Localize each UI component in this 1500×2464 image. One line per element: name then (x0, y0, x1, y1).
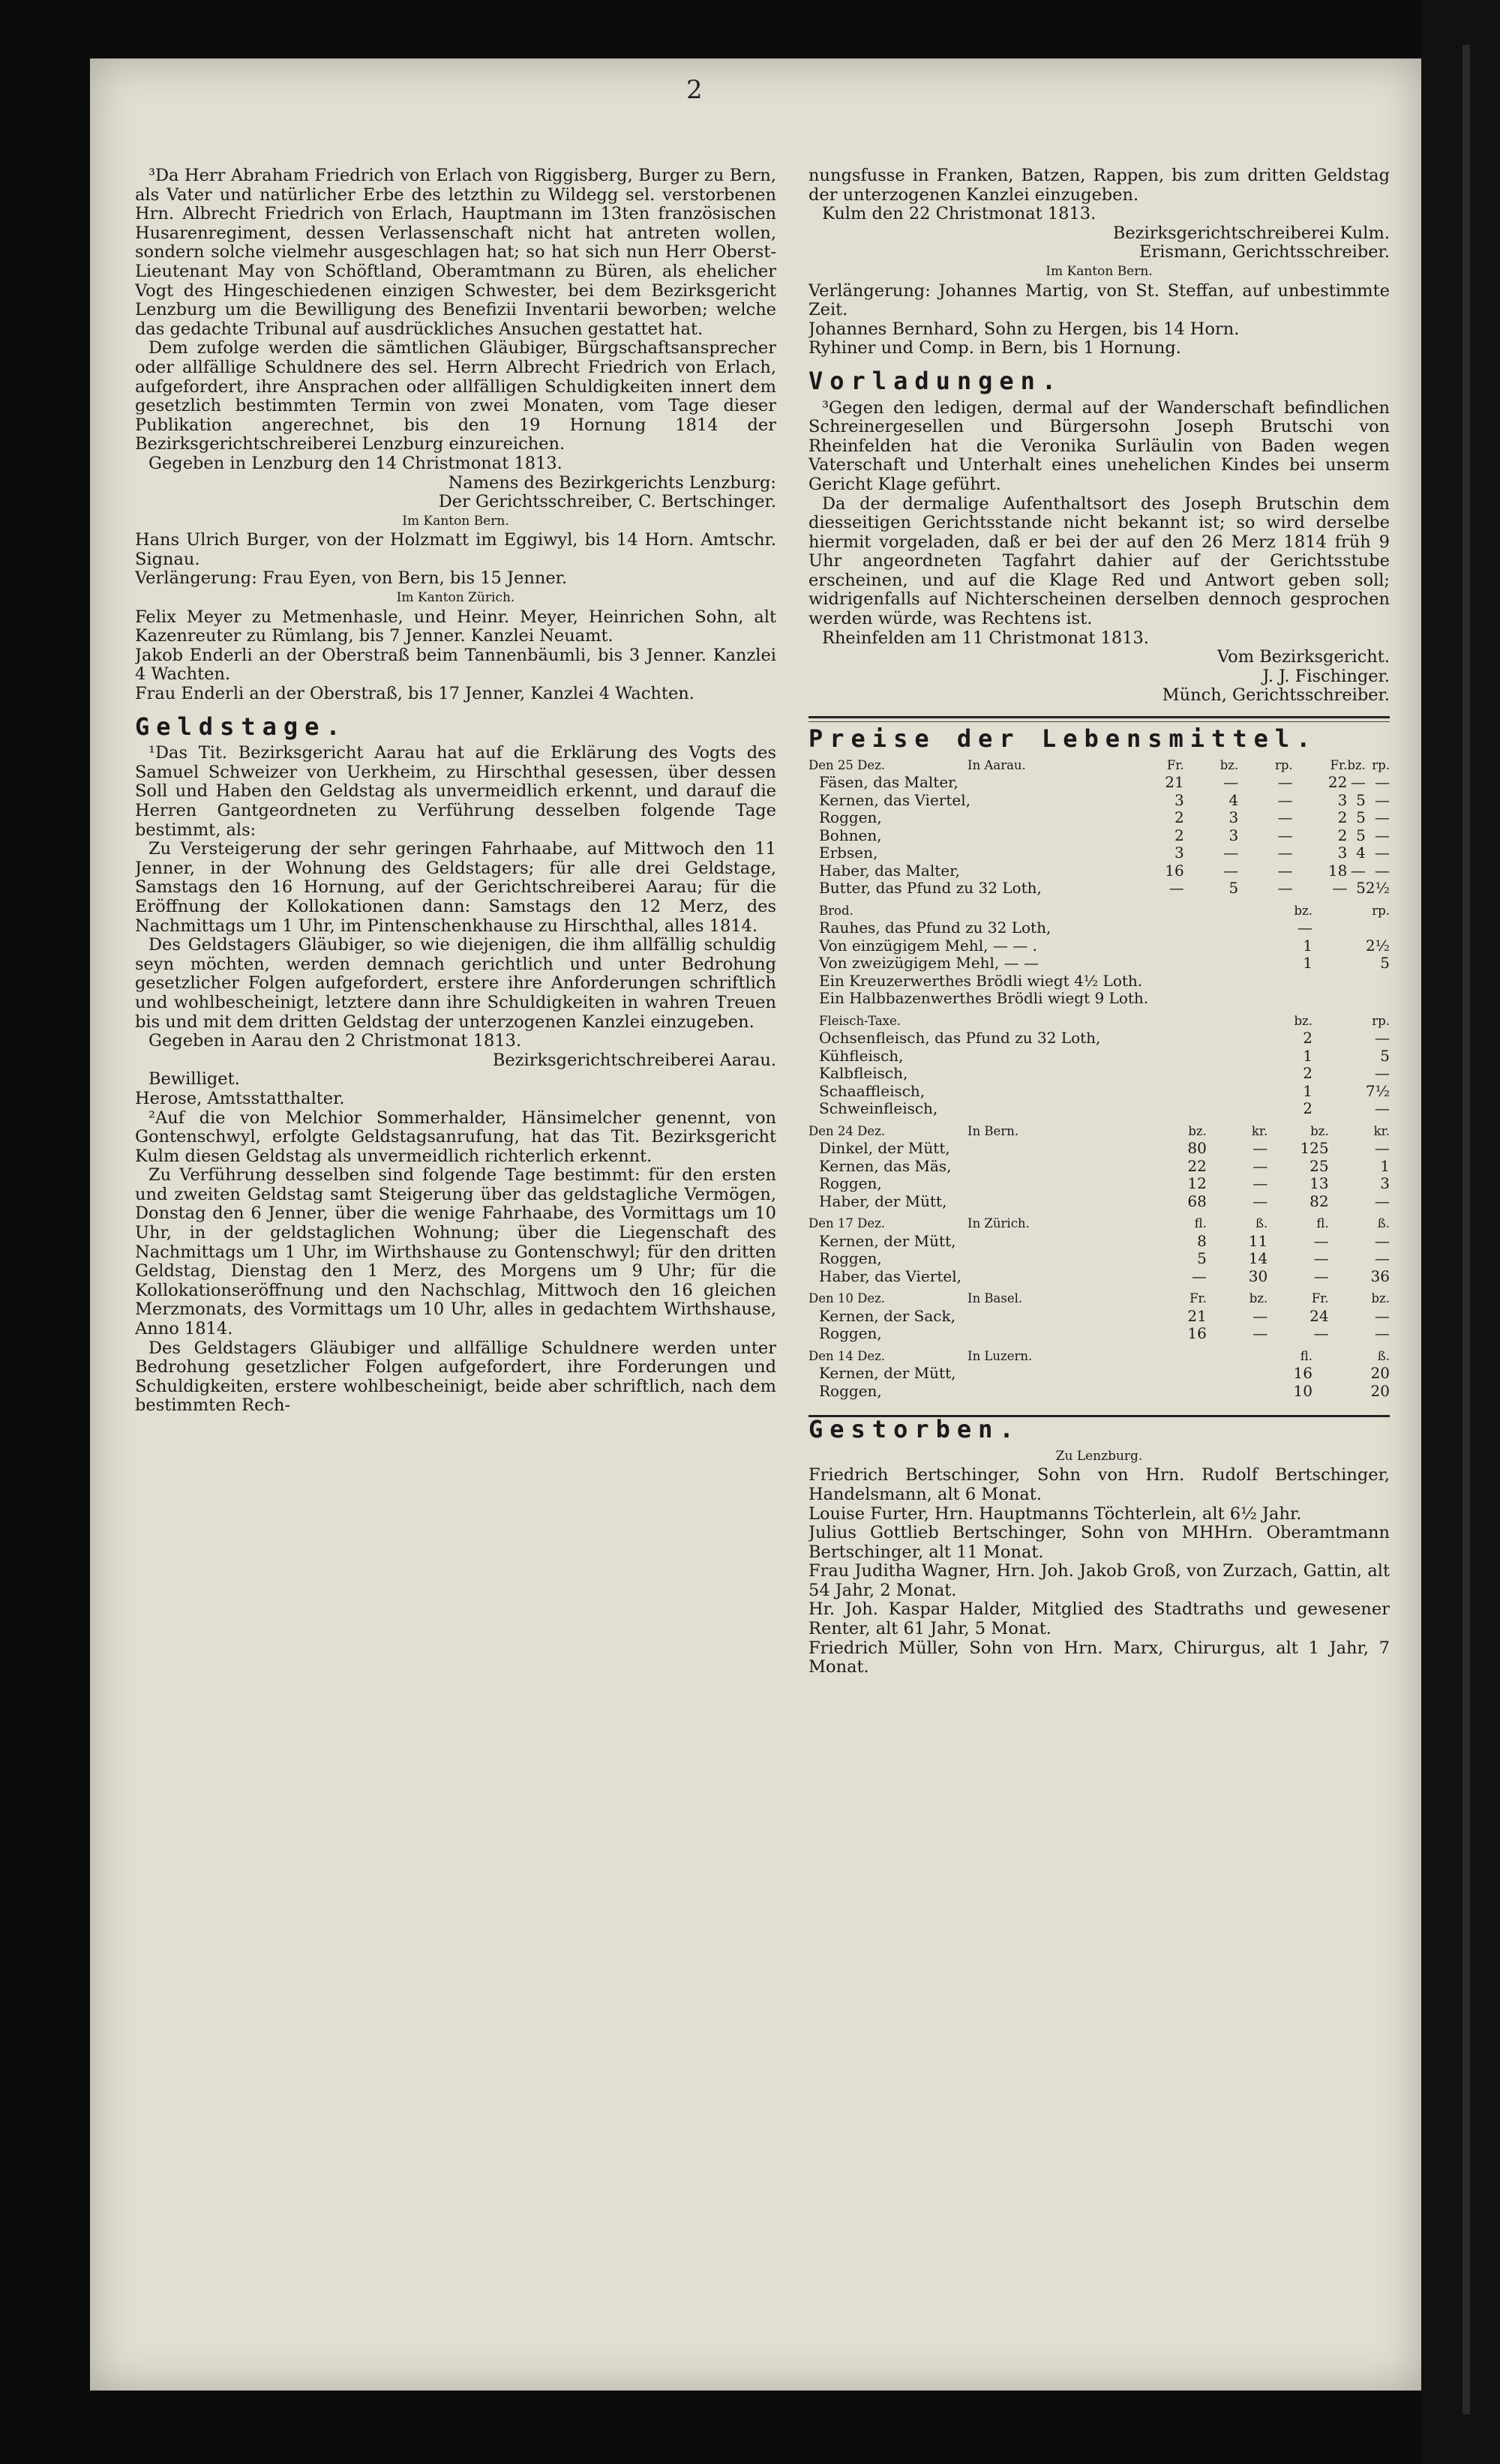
price-value: — (1375, 1249, 1390, 1268)
notice-sommerhalder: ²Auf die von Melchior Sommerhalder, Hänsimelcher genennt, von Gontenschwyl, erfolgte Geldstagsanrufung, hat das Tit. Bezirksgericht Kulm diesen Geldstag als unvermeidlich richterlich erkennt. (135, 1108, 776, 1166)
subheading-zu-lenzburg: Zu Lenzburg. (1055, 1448, 1143, 1464)
notice-sommerhalder-dates: Zu Verführung desselben sind folgende Tage bestimmt: für den ersten und zweiten Geldstag samt Steigerung über das geldstagliche Vermögen, Donstag den 6 Jenner, über die wenige Fahrhaabe, des Vormittags um 10 Uhr, in der geldstaglichen Wohnung; über die Liegenschaft des Nachmittags um 1 Uhr, im Wirthshause zu Gontenschwyl; für den dritten Geldstag, Dienstag den 1 Merz, des Morgens um 9 Uhr; für die Kollokationseröffnung und den Nachschlag, Mittwoch den 16 gleichen Merzmonats, des Vormittags um 10 Uhr, alles in gedachtem Wirthshause, Anno 1814. (135, 1165, 776, 1339)
price-header-date: Den 24 Dez. (808, 1123, 886, 1138)
price-header-unit: fl. (1194, 1216, 1207, 1231)
notice-continuation: nungsfusse in Franken, Batzen, Rappen, bis zum dritten Geldstag der unterzogenen Kanzlei einzugeben. (808, 166, 1390, 205)
price-value: 5 (1380, 1046, 1390, 1065)
section-rule (808, 716, 1390, 718)
price-value: 21 (1187, 1306, 1207, 1325)
price-row (808, 827, 1390, 845)
price-header-place: In Bern. (968, 1123, 1019, 1138)
price-header-date: Den 14 Dez. (808, 1348, 886, 1363)
rheinfelden-date: Rheinfelden am 11 Christmonat 1813. (822, 628, 1149, 648)
right-column (808, 166, 1390, 2131)
price-header-unit: rp. (1372, 757, 1390, 772)
price-item: Roggen, (819, 1249, 882, 1268)
price-item: Kernen, der Sack, (819, 1306, 956, 1325)
price-row (808, 1193, 1390, 1211)
page-number: 2 (686, 75, 703, 105)
price-value: 3 (1228, 808, 1239, 827)
entry-burger: Hans Ulrich Burger, von der Holzmatt im Eggiwyl, bis 14 Horn. Amtschr. Signau. (135, 530, 776, 569)
price-value: 5 (1197, 1249, 1207, 1268)
price-value: 16 (1165, 861, 1184, 880)
price-value: 13 (1310, 1174, 1329, 1193)
price-value: — (1313, 1249, 1329, 1268)
price-value: 4 (1356, 844, 1366, 862)
price-value: — (1375, 773, 1390, 792)
price-value: 21 (1165, 773, 1184, 792)
price-value: — (1297, 919, 1312, 937)
entry-meyer: Felix Meyer zu Metmenhasle, und Heinr. Meyer, Heinrichen Sohn, alt Kazenreuter zu Rümlang, bis 7 Jenner. Kanzlei Neuamt. (135, 607, 776, 646)
price-header-place: In Zürich. (968, 1216, 1030, 1231)
price-value: 2 (1303, 1029, 1312, 1048)
entry-bernhard: Johannes Bernhard, Sohn zu Hergen, bis 14 Horn. (808, 319, 1240, 339)
price-value: — (1375, 1192, 1390, 1210)
price-value: 1 (1303, 954, 1312, 973)
notice-erlach: ³Da Herr Abraham Friedrich von Erlach von Riggisberg, Burger zu Bern, als Vater und natürlicher Erbe des letzthin zu Wildegg sel. verstorbenen Hrn. Albrecht Friedrich von Erlach, Hauptmann im 13ten französischen Husarenregiment, dessen Verlassenschaft nicht hat antreten wollen, sondern solche vielmehr ausgeschlagen hat; so hat sich nun Herr Oberst-Lieutenant May von Schöftland, Oberamtmann zu Büren, als ehelicher Vogt des Hingeschiedenen einzigen Schwester, bei dem Bezirksgericht Lenzburg um die Bewilligung des Benefizii Inventarii beworben; welche das gedachte Tribunal auf ausdrückliches Ansuchen gestattet hat. (135, 166, 776, 339)
price-value: — (1277, 808, 1293, 827)
subheading-kanton-bern-right: Im Kanton Bern. (1046, 263, 1153, 279)
price-item: Kalbfleisch, (819, 1064, 908, 1083)
price-row (808, 1065, 1390, 1083)
price-table-aarau (808, 757, 1390, 898)
price-value: 22 (1328, 773, 1348, 792)
price-value: — (1332, 879, 1348, 898)
death-entry: Louise Furter, Hrn. Hauptmanns Töchterlein, alt 6½ Jahr. (808, 1503, 1302, 1524)
price-header-place: In Luzern. (968, 1348, 1033, 1363)
price-value: — (1375, 1306, 1390, 1325)
price-header-unit: kr. (1251, 1123, 1268, 1138)
price-header-label: Brod. (819, 903, 854, 918)
price-spacer (808, 1400, 1390, 1404)
price-value: 5 (1356, 790, 1366, 809)
price-value: — (1313, 1231, 1329, 1250)
price-header-label (808, 1123, 1146, 1141)
price-header-unit: rp. (1372, 903, 1390, 918)
price-value: 68 (1187, 1192, 1207, 1210)
price-header-date: Den 25 Dez. (808, 757, 886, 772)
kulm-date: Kulm den 22 Christmonat 1813. (822, 204, 1096, 224)
price-value: — (1350, 773, 1366, 792)
price-row (808, 1175, 1390, 1193)
price-item: Kernen, der Mütt, (819, 1231, 956, 1250)
rheinfelden-court: Vom Bezirksgericht. (1216, 647, 1390, 667)
price-value: — (1168, 879, 1184, 898)
entry-ryhiner: Ryhiner und Comp. in Bern, bis 1 Hornung. (808, 338, 1181, 358)
section-heading-preise: Preise der Lebensmittel. (808, 724, 1318, 754)
price-header-unit: ß. (1377, 1216, 1390, 1231)
price-value: — (1313, 1324, 1329, 1343)
price-item: Haber, das Viertel, (819, 1266, 962, 1285)
price-value: — (1277, 861, 1293, 880)
death-entry: Friedrich Bertschinger, Sohn von Hrn. Rudolf Bertschinger, Handelsmann, alt 6 Monat. (808, 1465, 1390, 1504)
price-value: 20 (1370, 1381, 1390, 1400)
price-tables (808, 757, 1390, 1405)
court-name: Namens des Bezirkgerichts Lenzburg: (448, 472, 776, 493)
price-table-header (808, 757, 1390, 775)
price-header-label (808, 757, 1130, 775)
notice-aarau-date: Gegeben in Aarau den 2 Christmonat 1813. (148, 1031, 522, 1051)
price-item: Roggen, (819, 1324, 882, 1343)
price-row (808, 792, 1390, 810)
notice-erlach-creditors: Dem zufolge werden die sämtlichen Gläubiger, Bürgschaftsansprecher oder allfällige Schuldnere des sel. Herrn Albrecht Friedrich von Erlach, aufgefordert, ihre Ansprachen oder allfälligen Schuldigkeiten innert dem gesetzlich bestimmten Termin von zwei Monaten, vom Tage dieser Publikation angerechnet, bis den 19 Hornung 1814 der Bezirksgerichtschreiberei Lenzburg einzureichen. (135, 338, 776, 454)
herose-signature: Herose, Amtsstatthalter. (135, 1088, 345, 1108)
entry-martig: Verlängerung: Johannes Martig, von St. Steffan, auf unbestimmte Zeit. (808, 280, 1390, 320)
price-value: — (1375, 1139, 1390, 1158)
price-value: — (1375, 826, 1390, 844)
section-heading-geldstage: Geldstage. (135, 712, 347, 741)
price-value: 3 (1228, 826, 1239, 844)
price-value: 2 (1303, 1099, 1312, 1118)
price-value: 3 (1380, 1174, 1390, 1193)
price-value: 2 (1174, 826, 1184, 844)
price-value: — (1223, 861, 1239, 880)
price-item: Dinkel, der Mütt, (819, 1139, 950, 1158)
subheading-kanton-zurich: Im Kanton Zürich. (396, 590, 515, 606)
price-value: — (1375, 861, 1390, 880)
section-heading-gestorben: Gestorben. (808, 1415, 1021, 1444)
price-value: 5 (1380, 954, 1390, 973)
price-header-label: Fleisch-Taxe. (819, 1013, 901, 1028)
price-row (808, 1233, 1390, 1251)
price-value: — (1191, 1266, 1207, 1285)
price-value: — (1375, 1231, 1390, 1250)
price-item: Von einzügigem Mehl, — — . (819, 936, 1037, 955)
price-value: 25 (1310, 1156, 1329, 1175)
price-value: 10 (1293, 1381, 1312, 1400)
price-row (808, 919, 1390, 937)
price-value: 12 (1187, 1174, 1207, 1193)
price-row (808, 862, 1390, 880)
price-value: 1 (1303, 1046, 1312, 1065)
price-item: Kühfleisch, (819, 1046, 904, 1065)
price-row (808, 1365, 1390, 1383)
price-table-header (808, 1215, 1390, 1233)
price-value: 80 (1187, 1139, 1207, 1158)
price-header-unit: bz. (1371, 1291, 1390, 1306)
price-table-header (808, 1347, 1390, 1365)
price-value: 3 (1337, 790, 1348, 809)
price-row (808, 937, 1390, 955)
death-entry: Frau Juditha Wagner, Hrn. Joh. Jakob Groß, von Zurzach, Gattin, alt 54 Jahr, 2 Monat. (808, 1561, 1390, 1600)
price-header-label (808, 1290, 1146, 1308)
price-value: 11 (1248, 1231, 1268, 1250)
price-value: 5 (1228, 879, 1239, 898)
price-value: — (1252, 1174, 1268, 1193)
price-value: 16 (1293, 1364, 1312, 1383)
court-clerk: Der Gerichtsschreiber, C. Bertschinger. (438, 492, 776, 512)
price-table-brod (808, 902, 1390, 973)
price-value: 30 (1248, 1266, 1268, 1285)
scan-background-edge (1421, 0, 1500, 2464)
notice-schweizer: ¹Das Tit. Bezirksgericht Aarau hat auf die Erklärung des Vogts des Samuel Schweizer von Uerkheim, zu Hirschthal gesessen, über dessen Soll und Haben den Geldstag als unvermeidlich erkennt, und darauf die Herren Gantgeordneten zu Verführung desselben folgende Tage bestimmt, als: (135, 743, 776, 840)
price-row (808, 1083, 1390, 1101)
entry-enderli: Jakob Enderli an der Oberstraß beim Tannenbäumli, bis 3 Jenner. Kanzlei 4 Wachten. (135, 645, 776, 685)
price-value: — (1252, 1324, 1268, 1343)
price-table-header (808, 1123, 1390, 1141)
price-header-date: Den 10 Dez. (808, 1291, 886, 1306)
price-row (808, 1250, 1390, 1268)
price-value: 2 (1337, 808, 1348, 827)
notice-schweizer-dates: Zu Versteigerung der sehr geringen Fahrhaabe, auf Mittwoch den 11 Jenner, in der Wohnung des Geldstagers; für alle drei Geldstage, Samstags den 16 Hornung, auf der Gerichtschreiberei Aarau; für die Eröffnung der Kollokationen dann: Samstags den 12 Merz, des Nachmittags um 1 Uhr, im Pintenschenkhause zu Hirschthal, alles 1814. (135, 839, 776, 936)
price-value: 3 (1174, 790, 1184, 809)
price-value: 16 (1187, 1324, 1207, 1343)
price-table-basel (808, 1290, 1390, 1343)
page-edge-strip (1462, 45, 1470, 2415)
price-value: 3 (1174, 844, 1184, 862)
price-value: 2 (1303, 1064, 1312, 1083)
price-value: — (1375, 790, 1390, 809)
price-header-label (808, 1347, 1235, 1365)
subheading-kanton-bern: Im Kanton Bern. (402, 513, 509, 529)
brod-weight-note: Ein Halbbazenwerthes Brödli wiegt 9 Loth. (819, 989, 1149, 1008)
price-value: 22 (1187, 1156, 1207, 1175)
death-entry: Hr. Joh. Kaspar Halder, Mitglied des Stadtraths und gewesener Renter, alt 61 Jahr, 5 Monat. (808, 1599, 1390, 1639)
price-value: 8 (1197, 1231, 1207, 1250)
price-value: 24 (1310, 1306, 1329, 1325)
price-value: 18 (1328, 861, 1348, 880)
approved-label: Bewilliget. (148, 1069, 240, 1090)
price-value: 2½ (1365, 879, 1390, 898)
price-value: — (1223, 773, 1239, 792)
price-table-fleisch (808, 1012, 1390, 1118)
price-row (808, 955, 1390, 973)
price-item: Schaaffleisch, (819, 1081, 926, 1100)
price-value: 4 (1228, 790, 1239, 809)
price-row (808, 1030, 1390, 1048)
price-value: — (1375, 844, 1390, 862)
price-value: 5 (1356, 879, 1366, 898)
price-value: — (1252, 1156, 1268, 1175)
price-value: 2 (1174, 808, 1184, 827)
price-value: — (1277, 879, 1293, 898)
price-value: 2½ (1365, 936, 1390, 955)
price-value: — (1375, 1324, 1390, 1343)
section-rule-thin (808, 721, 1390, 722)
notice-schweizer-creditors: Des Geldstagers Gläubiger, so wie diejenigen, die ihm allfällig schuldig seyn möchten, werden demnach gerichtlich und unter Bedrohung gesetzlicher Folgen aufgefordert, erstere ihre Anforderungen schriftlich und wohlbescheinigt, letztere dann ihre Schuldigkeiten in wahren Treuen bis und mit dem dritten Geldstag der unterzogenen Kanzlei einzugeben. (135, 935, 776, 1032)
price-header-label (808, 1215, 1146, 1233)
price-value: 14 (1248, 1249, 1268, 1268)
price-header-unit: rp. (1274, 757, 1293, 772)
price-value: 1 (1303, 1081, 1312, 1100)
price-header-unit: Fr. (1330, 757, 1348, 772)
notice-brutschi-summons: Da der dermalige Aufenthaltsort des Joseph Brutschin dem diesseitigen Gerichtsstande nicht bekannt ist; so wird derselbe hiermit vorgeladen, daß er bei der auf den 26 Merz 1814 früh 9 Uhr angeordneten Tagfahrt dahier auf der Gerichtsstube erscheinen, und auf die Klage Red und Antwort geben soll; widrigenfalls auf Nichterscheinen derselben dennoch gesprochen werden würde, was Rechtens ist. (808, 493, 1390, 629)
price-row (808, 1158, 1390, 1176)
left-column (135, 166, 776, 2356)
price-row (808, 844, 1390, 862)
price-header-unit: bz. (1294, 1013, 1312, 1028)
price-header-unit: bz. (1310, 1123, 1329, 1138)
price-row (808, 880, 1390, 898)
entry-eyen: Verlängerung: Frau Eyen, von Bern, bis 15 Jenner. (135, 568, 568, 589)
price-item: Schweinfleisch, (819, 1099, 938, 1118)
entry-frau-enderli: Frau Enderli an der Oberstraß, bis 17 Jenner, Kanzlei 4 Wachten. (135, 684, 694, 704)
price-value: 20 (1370, 1364, 1390, 1383)
price-item: Haber, das Malter, (819, 861, 960, 880)
price-item: Roggen, (819, 1381, 882, 1400)
price-header-unit: Fr. (1166, 757, 1184, 772)
price-item: Butter, das Pfund zu 32 Loth, (819, 879, 1042, 898)
price-item: Roggen, (819, 1174, 882, 1193)
price-value: — (1277, 773, 1293, 792)
notice-date: Gegeben in Lenzburg den 14 Christmonat 1813. (148, 453, 562, 473)
price-header-unit: fl. (1300, 1348, 1312, 1363)
price-value: — (1313, 1266, 1329, 1285)
price-item: Von zweizügigem Mehl, — — (819, 954, 1040, 973)
price-value: — (1375, 808, 1390, 827)
price-header-unit: bz. (1220, 757, 1239, 772)
aarau-clerk-office: Bezirksgerichtschreiberei Aarau. (492, 1050, 776, 1070)
price-item: Kernen, das Mäs, (819, 1156, 952, 1175)
price-value: — (1277, 790, 1293, 809)
section-heading-vorladungen: Vorladungen. (808, 366, 1064, 395)
death-entry: Friedrich Müller, Sohn von Hrn. Marx, Chirurgus, alt 1 Jahr, 7 Monat. (808, 1638, 1390, 1677)
price-value: 5 (1356, 808, 1366, 827)
rheinfelden-clerk: Münch, Gerichtsschreiber. (1162, 685, 1390, 706)
price-header-unit: Fr. (1311, 1291, 1329, 1306)
price-header-unit: Fr. (1190, 1291, 1207, 1306)
price-header-date: Den 17 Dez. (808, 1216, 886, 1231)
notice-brutschi: ³Gegen den ledigen, dermal auf der Wanderschaft befindlichen Schreinergesellen und Bürgersohn Joseph Brutschi von Rheinfelden hat die Veronika Surläulin von Baden wegen Vaterschaft und Unterhalt eines unehelichen Kindes bei unserm Gericht Klage geführt. (808, 397, 1390, 494)
price-table-header (808, 1012, 1390, 1030)
notice-sommerhalder-creditors: Des Geldstagers Gläubiger und allfällige Schuldnere werden unter Bedrohung gesetzlicher Folgen aufgefordert, ihre Forderungen und Schuldigkeiten, erstere wohlbescheinigt, beide aber schriftlich, nach dem bestimmten Rech- (135, 1338, 776, 1416)
price-value: 2 (1337, 826, 1348, 844)
price-item: Kernen, das Viertel, (819, 790, 970, 809)
price-value: 1 (1303, 936, 1312, 955)
price-row (808, 1140, 1390, 1158)
price-row (808, 1383, 1390, 1401)
death-entry: Julius Gottlieb Bertschinger, Sohn von MHHrn. Oberamtmann Bertschinger, alt 11 Monat. (808, 1523, 1390, 1562)
price-row (808, 1325, 1390, 1343)
price-row (808, 774, 1390, 792)
price-value (1312, 919, 1390, 937)
price-value: — (1277, 844, 1293, 862)
price-value: 1 (1380, 1156, 1390, 1175)
price-value: — (1350, 861, 1366, 880)
price-header-unit: kr. (1373, 1123, 1390, 1138)
price-value: 5 (1356, 826, 1366, 844)
price-header-place: In Basel. (968, 1291, 1023, 1306)
price-item: Ochsenfleisch, das Pfund zu 32 Loth, (819, 1029, 1101, 1048)
price-value: 82 (1310, 1192, 1329, 1210)
price-row (808, 809, 1390, 827)
price-table-header (808, 902, 1390, 920)
price-value: 36 (1370, 1266, 1390, 1285)
price-item: Haber, der Mütt, (819, 1192, 947, 1210)
price-header-unit: fl. (1316, 1216, 1329, 1231)
price-value: — (1375, 1064, 1390, 1083)
price-header-unit: rp. (1372, 1013, 1390, 1028)
rheinfelden-judge: J. J. Fischinger. (1262, 666, 1390, 686)
price-item: Roggen, (819, 808, 882, 827)
price-table-header (808, 1290, 1390, 1308)
price-item: Kernen, der Mütt, (819, 1364, 956, 1383)
price-table-zurich (808, 1215, 1390, 1285)
price-value: — (1375, 1099, 1390, 1118)
price-value: — (1223, 844, 1239, 862)
price-row (808, 1048, 1390, 1066)
price-header-unit: bz. (1249, 1291, 1268, 1306)
kulm-clerk: Erismann, Gerichtsschreiber. (1139, 242, 1390, 262)
price-value: 3 (1337, 844, 1348, 862)
price-row (808, 1308, 1390, 1326)
price-value: — (1375, 1029, 1390, 1048)
price-header-unit: bz. (1347, 757, 1366, 772)
price-value: — (1252, 1192, 1268, 1210)
price-table-luzern (808, 1347, 1390, 1401)
price-item: Bohnen, (819, 826, 882, 844)
price-row (808, 1100, 1390, 1118)
brod-weight-note: Ein Kreuzerwerthes Brödli wiegt 4½ Loth. (819, 971, 1143, 990)
price-header-unit: bz. (1188, 1123, 1207, 1138)
price-value: 125 (1300, 1139, 1329, 1158)
price-header-unit: ß. (1255, 1216, 1268, 1231)
price-value: — (1277, 826, 1293, 844)
price-table-bern (808, 1123, 1390, 1211)
kulm-office: Bezirksgerichtschreiberei Kulm. (1112, 223, 1390, 243)
price-row (808, 1268, 1390, 1286)
price-item: Rauhes, das Pfund zu 32 Loth, (819, 919, 1052, 937)
price-value: 7½ (1365, 1081, 1390, 1100)
price-header-unit: ß. (1377, 1348, 1390, 1363)
price-header-unit: bz. (1294, 903, 1312, 918)
price-value: — (1252, 1139, 1268, 1158)
price-value: — (1252, 1306, 1268, 1325)
price-item: Erbsen, (819, 844, 878, 862)
price-item: Fäsen, das Malter, (819, 773, 958, 792)
price-header-place: In Aarau. (968, 757, 1026, 772)
